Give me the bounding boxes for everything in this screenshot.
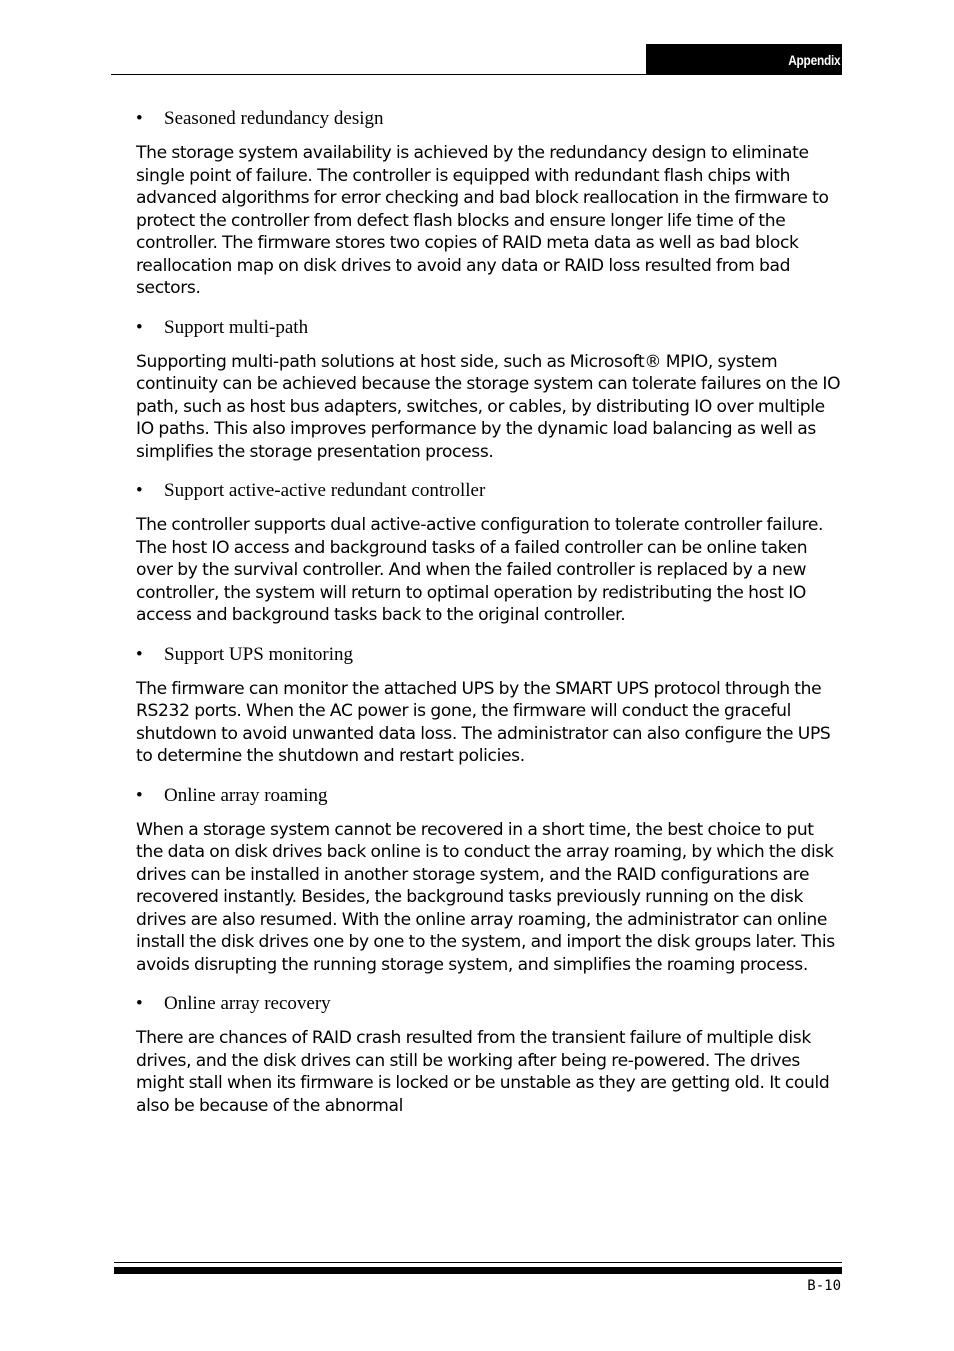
paragraph: When a storage system cannot be recovered in a short time, the best choice to put the data on disk drives back online is to conduct the array roaming, by which the disk drives can be installed in another storage system, and the RAID configurations are recovered instantly. Besides, the background tasks previously running on the disk drives are also resumed. With the online array roaming, the administrator can online install the disk drives one by one to the system, and import the disk groups later. This avoids disrupting the running storage system, and simplifies the roaming process. bbox=[136, 819, 835, 975]
bullet-heading-text: Support multi-path bbox=[164, 316, 309, 338]
section-multi-path bbox=[136, 314, 842, 464]
section-active-active bbox=[136, 477, 842, 627]
bullet-heading-text: Support UPS monitoring bbox=[164, 643, 353, 665]
page-number: B-10 bbox=[807, 1278, 841, 1294]
paragraph: Supporting multi-path solutions at host side, such as Microsoft® MPIO, system continuity can be achieved because the storage system can tolerate failures on the IO path, such as host bus adapters, switches, or cables, by distributing IO over multiple IO paths. This also improves performance by the dynamic load balancing as well as simplifies the storage presentation process. bbox=[136, 351, 841, 462]
section-ups-monitoring bbox=[136, 641, 842, 768]
footer-rule-thick bbox=[114, 1267, 842, 1274]
section-array-recovery bbox=[136, 990, 842, 1117]
bullet-heading bbox=[136, 990, 842, 1018]
section-label: Appendix bbox=[787, 52, 840, 68]
bullet-icon: • bbox=[136, 108, 143, 129]
paragraph: There are chances of RAID crash resulted from the transient failure of multiple disk drives, and the disk drives can still be working after being re-powered. The drives might stall when its firmware is locked or be unstable as they are getting old. It could also be because of the abnormal bbox=[136, 1028, 830, 1116]
bullet-heading bbox=[136, 782, 842, 810]
paragraph: The controller supports dual active-active configuration to tolerate controller failure. The host IO access and background tasks of a failed controller can be online taken over by the survival controller. And when the failed controller is replaced by a new controller, the system will return to optimal operation by redistributing the host IO access and background tasks back to the original controller. bbox=[136, 515, 824, 625]
bullet-icon: • bbox=[136, 784, 143, 806]
section-array-roaming bbox=[136, 782, 842, 977]
bullet-icon: • bbox=[136, 993, 143, 1014]
bullet-icon: • bbox=[136, 643, 143, 665]
bullet-heading bbox=[136, 477, 842, 505]
section-seasoned-redundancy bbox=[136, 105, 842, 300]
bullet-icon: • bbox=[136, 480, 143, 501]
header-tab bbox=[646, 44, 842, 75]
footer-rule-thin bbox=[114, 1262, 842, 1263]
paragraph: The storage system availability is achieved by the redundancy design to eliminate single point of failure. The controller is equipped with redundant flash chips with advanced algorithms for error checking and bad block reallocation in the firmware to protect the controller from defect flash blocks and ensure longer life time of the controller. The firmware stores two copies of RAID meta data as well as bad block reallocation map on disk drives to avoid any data or RAID loss resulted from bad sectors. bbox=[136, 143, 829, 298]
bullet-heading-text: Seasoned redundancy design bbox=[164, 108, 384, 129]
bullet-heading-text: Online array roaming bbox=[164, 784, 328, 806]
paragraph: The firmware can monitor the attached UPS by the SMART UPS protocol through the RS232 ports. When the AC power is gone, the firmware will conduct the graceful shutdown to avoid unwanted data loss. The administrator can also configure the UPS to determine the shutdown and restart policies. bbox=[136, 678, 831, 766]
bullet-heading-text: Online array recovery bbox=[164, 993, 331, 1014]
bullet-heading bbox=[136, 641, 842, 669]
bullet-icon: • bbox=[136, 316, 143, 338]
bullet-heading bbox=[136, 314, 842, 342]
bullet-heading bbox=[136, 105, 842, 133]
content bbox=[136, 105, 842, 1117]
bullet-heading-text: Support active-active redundant controller bbox=[164, 480, 486, 501]
